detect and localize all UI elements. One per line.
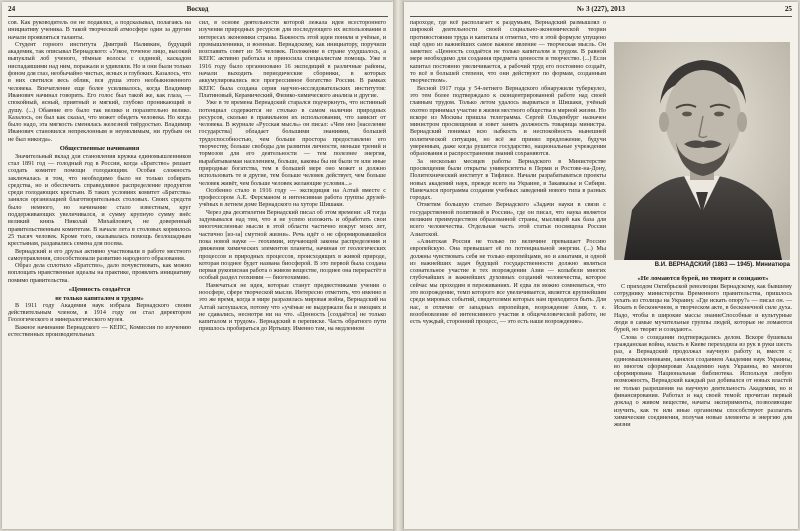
paragraph: сил, в основе деятельности которой лежала идея всестороннего изучения природных ресурсов для последующего их использования в интересах экономики страны. Важность этой идеи поняли и учёные, и промышленники, и военные. Вернадскому, как инициатору, поручили возглавить совет из 56 человек. Положение в стране ухудшалось, а КЕПС активно работала и приносила специалистам помощь. Уже в 1916 году было организовано 16 экспедиций в различные районы, начали выходить периодические сборники, в которых аккумулировались все прогрессивное богатство России. В рамках КЕПС была создана серия научно-исследовательских институтов: Платиновый, Керамический, Физико-химического анализа и другие. [199, 20, 386, 99]
portrait-image [614, 42, 790, 260]
paragraph: сов. Как руководитель он не подавлял, а подсказывал, полагаясь на инициативу ученика. В такой творческой атмосфере один за другим начали проявляться таланты. [8, 20, 191, 41]
paragraph: Весной 1917 года у 54-летнего Вернадского обнаружили туберкулез, это тем более подтверждало к сконцентрированной работе над своей главным трудом. Только летом удалось вырваться в Шишаки, учёный охотно принимал участие в жизни местного общества в мирной жизни. Но вскоре из Москвы пришла телеграмма. Сергей Ольденбург назначен министром просвещения и зовет занять должность товарища министра. Вернадский понимал всю зыбкость и неспокойность нынешней политической ситуации, но всё же принял предложение, будучи уверенным, даже когда рушится государство, национальные учреждения образования и распространения знаний сохраняются. [410, 85, 606, 158]
left-column-2 [199, 20, 386, 525]
section-heading: «Не ломаются бурей, но творят и созидают» [637, 275, 769, 282]
paragraph: С приходом Октябрьской революции Вернадскому, как бывшему сотруднику министерства Временного правительства, пришлось уехать из столицы на Украину. «Где искать опору?» — писал он. — Искать в бесконечном, в творческом акте, в бесконечной силе духа. Надо, чтобы в широкие массы знаниеСпособные и культурные люди в самые мучительные группы людей, которые не ломаются бурей, но творят и созидают». [614, 283, 792, 334]
paragraph: Образ дела сплотило «Братство», дало почувствовать, как можно воплощать нравственные идеалы на практике, проявлять инициативу помимо правительства. [8, 263, 191, 284]
left-page-number: 24 [8, 5, 16, 13]
paragraph: Особенно стало в 1916 году — экспедиция на Алтай вместе с профессором А.Е. Ферсманом и интенсивная работа группы друзей-учёных в летнем доме Вернадского на хуторе Шишаки. [199, 187, 386, 209]
right-column-1 [410, 20, 606, 525]
photo-caption: В.И. ВЕРНАДСКИЙ (1863 — 1945). Миниатюра [654, 262, 790, 268]
left-running-title: Восход [186, 5, 209, 13]
paragraph: «Азиатская Россия не только по величине превышает Россию европейскую. Она превышает её по потенциальной энергии. (...) Мы должны чувствовать себя не только европейцами, но и азиатами, и одной из важнейших задач будущей государственности должно являться сознательное участие в тех возрождении Азии — колыбели многих глубочайших и важнейших духовных созданий человечества, которое сейчас мы проходим в переживаниях. И едва ли можно сомневаться, что это возрождение, темп которого все увеличивается, является крупнейшим среди мировых событий, свидетелями которых нам приходится быть. Для нас, в отличие от западных европейцев, возрождение Азии, т. е. возобновление её интенсивного участия в общечеловеческой работе, не есть чуждый, сторонний процесс, — это есть наше возрождение». [410, 238, 606, 326]
section-heading: «Ценность создаётся [68, 285, 131, 293]
right-header-rule [410, 16, 792, 17]
right-column-2 [614, 274, 792, 525]
left-page [2, 2, 393, 529]
paragraph: пароходе, где всё располагает к раздумьям, Вернадский размышлял о широкой деятельности своей социально-экономической теории противостояния труда и капитала и отметил, что в этой формуле упущено ещё одно из важнейших самое важное явление — творческая мысль. Он заметил: «Ценность создаётся не только капиталом и трудом. В равной мере необходимо для создания предмета ценности и творчество. (...) Если капитал постоянно увеличивается, а рабочий труд его постоянно создаёт, то всё в большей степени, что они действуют по формам, созданным творчеством». [410, 20, 606, 85]
paragraph: Через два десятилетия Вернадский писал об этом времени: «Я тогда задумывался над тем, что я не успею изложить и обработать свои многочисленные мысли в этой области частично вокруг моих лет, частично [из-за] смутной жизни». Речь идёт о не сформировавшейся пока новой науке — геохимии, изучающей законы распределения и движения химических элементов планеты, начиная от геологических процессов и природных процессов, происходящих в живой природе, которая позднее будет названа биосферой. В это первой была создана первая рукописная работа о живом веществе, позднее она перерастёт в особый раздел геохимии — биогеохимию. [199, 209, 386, 282]
paragraph: Отметим большую статью Вернадского «Задачи науки в связи с государственной политикой в России», где он писал, что наука является великим преимуществом образованной страны, мыслящей как база для всего человечества. Отдельная часть этой статьи посвящена России Азиатской. [410, 202, 606, 238]
paragraph: В 1911 году Академия наук избрала Вернадского своим действительным членом, в 1914 году он стал директором Геологического и минералогического музея. [8, 302, 191, 324]
book-gutter [393, 0, 404, 531]
section-heading: Общественные начинания [59, 145, 140, 153]
paragraph: Намечаться не идея, которые станут предвестниками учения о ноосфере, сфере творческой мысли. Интересно отметить, что именно в это же время, когда в мире разразилась мировая война, Вернадский на Алтай заглушался, потому что «учёные не выдержали бы в эмоциях и не сдавались, несмотря ни на что. «Ценность [создаётся] не только капиталом и трудом». Вернадский в переписке. Часть обратного пути пришлось пробираться до Иртышу. Именно там, на медленном [199, 282, 386, 333]
left-header-rule [8, 16, 388, 17]
paragraph: Уже в те времена Вернадский старался подчеркнуть, что истинный потенциал содержится не столько в самом наличии природных ресурсов, сколько в правильном их использовании, что зависит от человека. В журнале «Русская мысль» он писал: «Чем оно [население государства] обладает большими знаниями, большей трудоспособностью, чем больше простора предоставлено его творчеству, больше свободы для развития личности, меньше трений и тормозов для его деятельности — тем полезнее энергия, вырабатываемая населением, больше, каковы бы ни были те или иные природные богатства, тем в большей мере оно может и должно использовать те и другие, тем больше человек действует, чем больше человек живёт, чем больше человек желающие условия...» [199, 100, 386, 187]
paragraph: Значительный вклад для становления кружка единомышленников стал 1891 год — голодный год в России, когда «Братство» решает создать комитет помощи голодающим. Особая сложность заключалась в том, что необходимо было не только собирать средства, но и обеспечить справедливое распределение продуктов среди голодающих крестьян. В таких условиях комитет «Братства» занялся организацией благотворительных столовых. Своих средств было немного, но начинание стало известным, круг поддерживающих увеличивался, и сумму крупную сумму внёс великий князь Николай Михайлович, не доверенный правительственным комитетам. В начале лета в столовых кормилось 25 тысяч человек. Кроме того, оказывалась помощь безлошадным крестьянам, раздавались семена для посева. [8, 153, 191, 248]
paragraph: Слова о созидании подтверждались делом. Вскоре бушевала гражданская война, власть в Киеве переходила из рук в руки шесть раз, а Вернадский продолжал научную работу и, вместе с единомышленниками, занялся созданием Академии наук Украины, во многом сформировав Академию наук Украины, во многом сформирована Национальная библиотека. Используя любую возможность, Вернадский каждый раз добивался от новых властей не только разрешения на научную деятельность Академии, но и финансирования. Работал и над своей темой: прочитан первый доклад о живом веществе, начаты эксперименты, позволяющие изучить, как те или иные организмы способствуют разлагать химические соединения, получая новые элементы и энергию для жизни [614, 334, 792, 429]
right-page-number: 25 [784, 5, 792, 13]
section-subheading: не только капиталом и трудом» [55, 294, 144, 302]
paragraph: Вернадский и его друзья активно участвовали в работе местного самоуправления, способствовали развитию народного образования. [8, 248, 191, 262]
right-running-title: № 3 (227), 2013 [577, 5, 625, 13]
portrait-photo [614, 42, 790, 260]
right-page [404, 2, 798, 529]
paragraph: Студент горного института Дмитрий Наливкин, будущий академик, так описывал Вернадского: «Узкое, точеное лицо, высокий выпуклый лоб ученого, тёмные волосы с сединой, каскадом ниспадавшими над ним, поражали и удивляли. Но и они были только фоном для глаз, необычайно чистых, ясных и глубоких. Казалось, что в них светился весь облик, вся душа этого необыкновенного человека. Впечатление еще более усиливалось, когда Владимир Иванович начинал говорить. Его голос был такой же, как глаза, — спокойный, ясный, приятный и мягкий, глубоко проникающий в душу. (...) Обаяние его было так велико и поразительно велико. Казалось, он был как сказал, что может обидеть человека. Но когда было надо, эта мягкость сменялась железной твёрдостью. Владимир Иванович становился непреклонным и неумолимым, ни грубым он не был никогда». [8, 41, 191, 143]
paragraph: Важное начинание Вернадского — КЕПС, Комиссия по изучению естественных производительных [8, 324, 191, 339]
paragraph: За несколько месяцев работы Вернадского в Министерстве просвещения были открыты университеты в Перми и Ростове-на-Дону, Политехнический институт в Тифлисе. Начали разрабатываться проекты новых академий наук, прежде всего на Украине, в Закавказье и Сибири. Намечался программа создания учебных заведений нового типа в разных городах. [410, 158, 606, 202]
left-column-1 [8, 20, 191, 525]
